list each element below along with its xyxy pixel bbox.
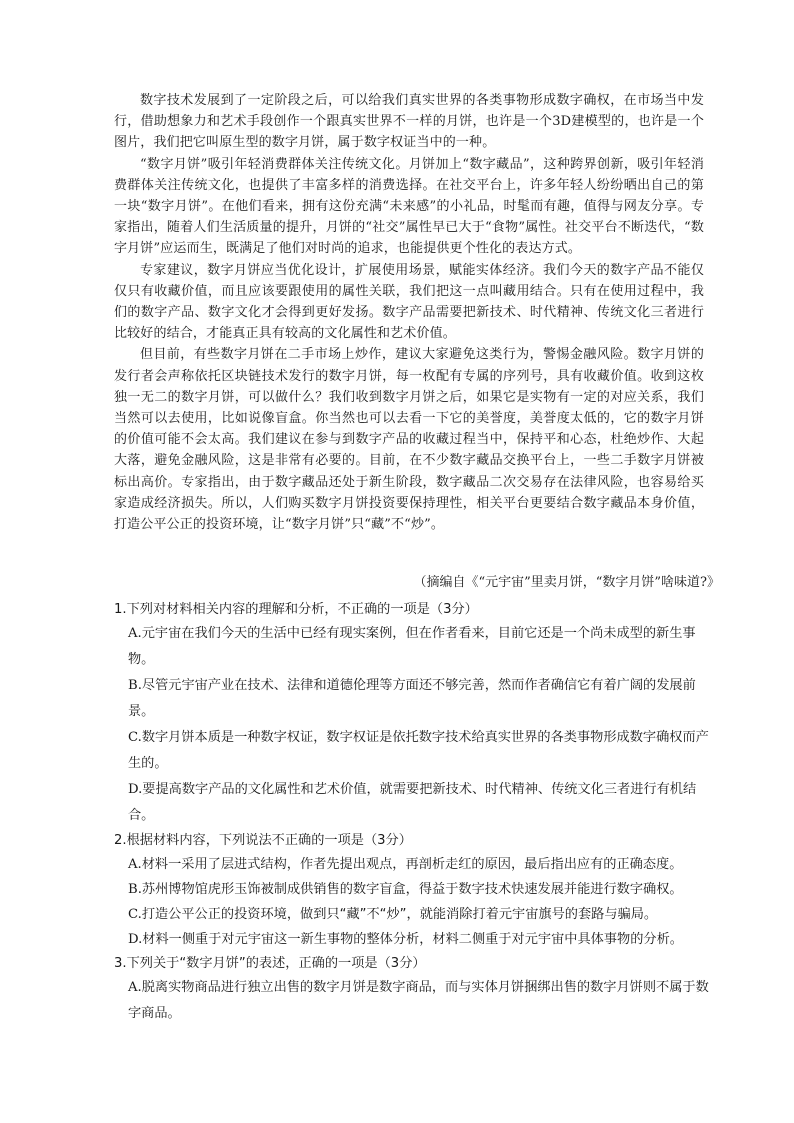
question-3 — [114, 952, 720, 1027]
option-letter: D. — [128, 932, 143, 947]
option-letter: D. — [128, 782, 143, 797]
option-letter: B. — [128, 678, 142, 693]
passage-source: （摘编自《“元宇宙”里卖月饼，“数字月饼”啥味道?》 — [413, 575, 720, 590]
passage-paragraph: 但目前，有些数字月饼在二手市场上炒作，建议大家避免这类行为，警惕金融风险。数字月饼的发行者会声称依托区块链技术发行的数字月饼，每一枚配有专属的序列号，具有收藏价值。收到这枚独一无二的数字月饼，可以做什么？我们收到数字月饼之后，如果它是实物有一定的对应关系，我们当然可以去使用，比如说像盲盒。你当然也可以去看一下它的美誉度，美誉度太低的，它的数字月饼的价值可能不会太高。我们建议在参与到数字产品的收藏过程当中，保持平和心态，杜绝炒作、大起大落，避免金融风险，这是非常有必要的。目前，在不少数字藏品交换平台上，一些二手数字月饼被标出高价。专家指出，由于数字藏品还处于新生阶段，数字藏品二次交易存在法律风险，也容易给买家造成经济损失。所以，人们购买数字月饼投资要保持理性，相关平台更要结合数字藏品本身价值，打造公平公正的投资环境，让“数字月饼”只“藏”不“炒”。 — [114, 347, 704, 533]
question-list — [114, 598, 720, 1027]
option-a — [114, 621, 720, 673]
option-letter: C. — [128, 907, 142, 922]
option-text: 材料一采用了层进式结构，作者先提出观点，再剖析走红的原因，最后指出应有的正确态度。 — [141, 857, 683, 872]
option-text: 数字月饼本质是一种数字权证，数字权证是依托数字技术给真实世界的各类事物形成数字确权而产生的。 — [128, 730, 709, 771]
option-text: 元宇宙在我们今天的生活中已经有现实案例，但在作者看来，目前它还是一个尚未成型的新生事物。 — [128, 626, 696, 667]
option-d — [114, 777, 720, 829]
option-letter: B. — [128, 882, 142, 897]
option-text: 苏州博物馆虎形玉饰被制成供销售的数字盲盒，得益于数字技术快速发展并能进行数字确权。 — [141, 882, 683, 897]
option-c — [114, 725, 720, 777]
question-stem: 2.根据材料内容，下列说法不正确的一项是（3分） — [114, 833, 412, 848]
option-d — [114, 927, 720, 952]
option-a — [114, 852, 720, 877]
option-text: 脱离实物商品进行独立出售的数字月饼是数字商品，而与实体月饼捆绑出售的数字月饼则不属于数字商品。 — [128, 980, 709, 1021]
question-stem: 3.下列关于“数字月饼”的表述，正确的一项是（3分） — [114, 956, 426, 971]
option-text: 打造公平公正的投资环境，做到只“藏”不“炒”，就能消除打着元宇宙旗号的套路与骗局。 — [141, 907, 658, 922]
option-letter: A. — [128, 626, 142, 641]
option-text: 材料一侧重于对元宇宙这一新生事物的整体分析，材料二侧重于对元宇宙中具体事物的分析。 — [142, 932, 683, 947]
reading-passage — [114, 90, 704, 535]
option-b — [114, 673, 720, 725]
question-stem: 1.下列对材料相关内容的理解和分析，不正确的一项是（3分） — [114, 602, 478, 617]
option-text: 尽管元宇宙产业在技术、法律和道德伦理等方面还不够完善，然而作者确信它有着广阔的发展前景。 — [128, 678, 696, 719]
option-letter: C. — [128, 730, 142, 745]
passage-paragraph: 数字技术发展到了一定阶段之后，可以给我们真实世界的各类事物形成数字确权，在市场当中发行，借助想象力和艺术手段创作一个跟真实世界不一样的月饼，也许是一个3D建模型的，也许是一个图片，我们把它叫原生型的数字月饼，属于数字权证当中的一种。 — [114, 93, 704, 151]
option-b — [114, 877, 720, 902]
question-2 — [114, 829, 720, 952]
option-a — [114, 975, 720, 1027]
option-letter: A. — [128, 857, 142, 872]
option-text: 要提高数字产品的文化属性和艺术价值，就需要把新技术、时代精神、传统文化三者进行有机结合。 — [128, 782, 697, 823]
passage-paragraph: “数字月饼”吸引年轻消费群体关注传统文化。月饼加上“数字藏品”，这种跨界创新，吸引年轻消费群体关注传统文化，也提供了丰富多样的消费选择。在社交平台上，许多年轻人纷纷晒出自己的第一块“数字月饼”。在他们看来，拥有这份充满“未来感”的小礼品，时髦而有趣，值得与网友分享。专家指出，随着人们生活质量的提升，月饼的“社交”属性早已大于“食物”属性。社交平台不断迭代，“数字月饼”应运而生，既满足了他们对时尚的追求，也能提供更个性化的表达方式。 — [114, 156, 704, 257]
question-1 — [114, 598, 720, 829]
option-letter: A. — [128, 980, 142, 995]
passage-paragraph: 专家建议，数字月饼应当优化设计，扩展使用场景，赋能实体经济。我们今天的数字产品不能仅仅只有收藏价值，而且应该要跟使用的属性关联，我们把这一点叫藏用结合。只有在使用过程中，我们的数字产品、数字文化才会得到更好发扬。数字产品需要把新技术、时代精神、传统文化三者进行比较好的结合，才能真正具有较高的文化属性和艺术价值。 — [114, 262, 704, 342]
option-c — [114, 902, 720, 927]
